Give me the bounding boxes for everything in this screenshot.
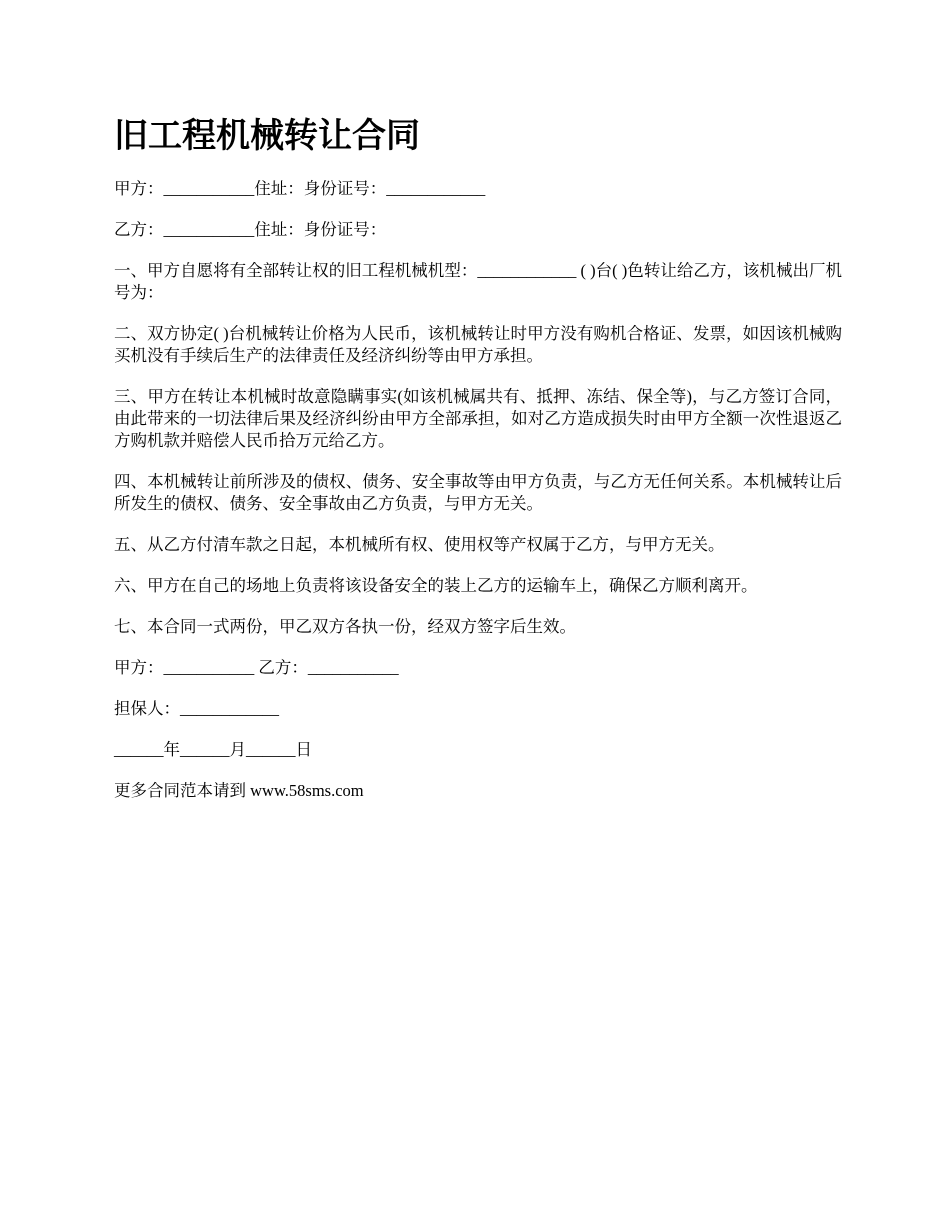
party-b-info: 乙方：___________住址：身份证号： <box>114 220 387 239</box>
footer-link-text: 更多合同范本请到 www.58sms.com <box>114 781 364 800</box>
guarantor-line: 担保人：____________ <box>114 699 279 718</box>
clause-5: 五、从乙方付清车款之日起，本机械所有权、使用权等产权属于乙方，与甲方无关。 <box>114 535 725 554</box>
date-line: ______年______月______日 <box>114 740 312 759</box>
contract-document <box>114 112 842 821</box>
clause-6: 六、甲方在自己的场地上负责将该设备安全的装上乙方的运输车上，确保乙方顺利离开。 <box>114 576 758 595</box>
clause-7: 七、本合同一式两份，甲乙双方各执一份，经双方签字后生效。 <box>114 617 576 636</box>
clause-1: 一、甲方自愿将有全部转让权的旧工程机械机型：____________ ( )台( )色转让给乙方，该机械出厂机号为： <box>114 261 842 302</box>
clause-4: 四、本机械转让前所涉及的债权、债务、安全事故等由甲方负责，与乙方无任何关系。本机械转让后所发生的债权、债务、安全事故由乙方负责，与甲方无关。 <box>114 472 842 513</box>
document-title: 旧工程机械转让合同 <box>114 116 420 156</box>
clause-2: 二、双方协定( )台机械转让价格为人民币，该机械转让时甲方没有购机合格证、发票，如因该机械购买机没有手续后生产的法律责任及经济纠纷等由甲方承担。 <box>114 324 842 365</box>
clause-3: 三、甲方在转让本机械时故意隐瞒事实(如该机械属共有、抵押、冻结、保全等)，与乙方签订合同，由此带来的一切法律后果及经济纠纷由甲方全部承担，如对乙方造成损失时由甲方全额一次性退返乙方购机款并赔偿人民币拾万元给乙方。 <box>114 387 842 450</box>
party-a-info: 甲方：___________住址：身份证号：____________ <box>114 179 486 198</box>
signature-line: 甲方：___________ 乙方：___________ <box>114 658 399 677</box>
